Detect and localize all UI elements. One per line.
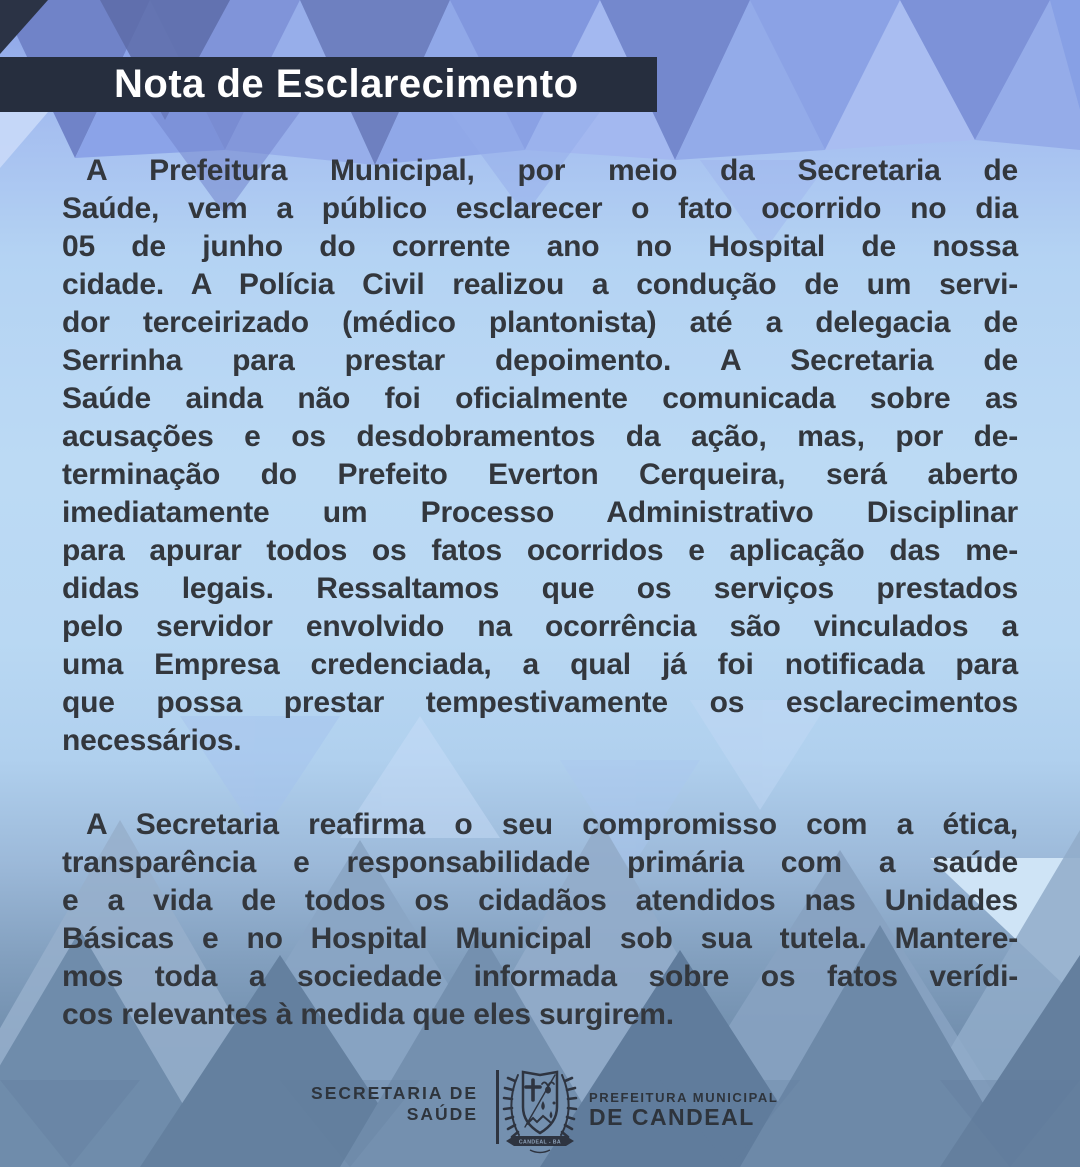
- body-line: 05 de junho do corrente ano no Hospital de nossa: [62, 230, 1018, 263]
- ribbon-tail-icon: [506, 1136, 514, 1146]
- paragraph-2: [62, 806, 1018, 1034]
- drop-icon: [553, 1102, 556, 1105]
- body-line: cos relevantes à medida que eles surgirem.: [62, 998, 674, 1031]
- paragraph-1: [62, 152, 1018, 760]
- body-line: mos toda a sociedade informada sobre os fatos verídi-: [62, 960, 1018, 993]
- body-line: Saúde ainda não foi oficialmente comunicada sobre as: [62, 382, 1018, 415]
- body-line: uma Empresa credenciada, a qual já foi notificada para: [62, 648, 1018, 681]
- body-line: Serrinha para prestar depoimento. A Secretaria de: [62, 344, 1018, 377]
- laurel-right-icon: [561, 1075, 576, 1137]
- body-line: transparência e responsabilidade primária com a saúde: [62, 846, 1018, 879]
- note-title: Nota de Esclarecimento: [114, 62, 579, 106]
- bull-horns-icon: [542, 1082, 554, 1086]
- body-line: imediatamente um Processo Administrativo Disciplinar: [62, 496, 1018, 529]
- body-line: Básicas e no Hospital Municipal sob sua tutela. Mantere-: [62, 922, 1018, 955]
- body-line: A Prefeitura Municipal, por meio da Secretaria de: [86, 154, 1018, 187]
- title-banner: [0, 57, 657, 112]
- body-line: dor terceirizado (médico plantonista) até a delegacia de: [62, 306, 1018, 339]
- body-line: que possa prestar tempestivamente os esclarecimentos: [62, 686, 1018, 719]
- cross-icon: [526, 1080, 540, 1100]
- body-line: Saúde, vem a público esclarecer o fato ocorrido no dia: [62, 192, 1018, 225]
- drop-icon: [541, 1101, 545, 1110]
- secretariat-name: [311, 1083, 478, 1125]
- body-line: terminação do Prefeito Everton Cerqueira, será aberto: [62, 458, 1018, 491]
- crest-ribbon-text: CANDEAL - BA: [518, 1139, 562, 1146]
- body-line: cidade. A Polícia Civil realizou a condução de um servi-: [62, 268, 1018, 301]
- municipality-line1: PREFEITURA MUNICIPAL: [589, 1090, 779, 1105]
- drop-icon: [550, 1111, 553, 1119]
- secretariat-line1: SECRETARIA DE: [311, 1083, 478, 1103]
- body-line: pelo servidor envolvido na ocorrência são vinculados a: [62, 610, 1018, 643]
- crest-flourish-icon: [530, 1150, 550, 1153]
- shield-icon: [523, 1072, 557, 1133]
- ribbon-tail-icon: [566, 1136, 574, 1146]
- footer-divider: [496, 1070, 499, 1144]
- secretariat-line2: SAÚDE: [406, 1104, 478, 1124]
- body-line: para apurar todos os fatos ocorridos e aplicação das me-: [62, 534, 1018, 567]
- candeal-coat-of-arms-icon: [502, 1063, 578, 1155]
- laurel-left-icon: [504, 1075, 519, 1137]
- body-line: necessários.: [62, 724, 242, 757]
- municipality-line2: DE CANDEAL: [589, 1104, 755, 1130]
- bull-head-icon: [545, 1086, 551, 1093]
- municipality-name: [589, 1090, 778, 1129]
- body-line: acusações e os desdobramentos da ação, mas, por de-: [62, 420, 1018, 453]
- body-line: e a vida de todos os cidadãos atendidos nas Unidades: [62, 884, 1018, 917]
- body-line: A Secretaria reafirma o seu compromisso com a ética,: [86, 808, 1018, 841]
- body-line: didas legais. Ressaltamos que os serviços prestados: [62, 572, 1018, 605]
